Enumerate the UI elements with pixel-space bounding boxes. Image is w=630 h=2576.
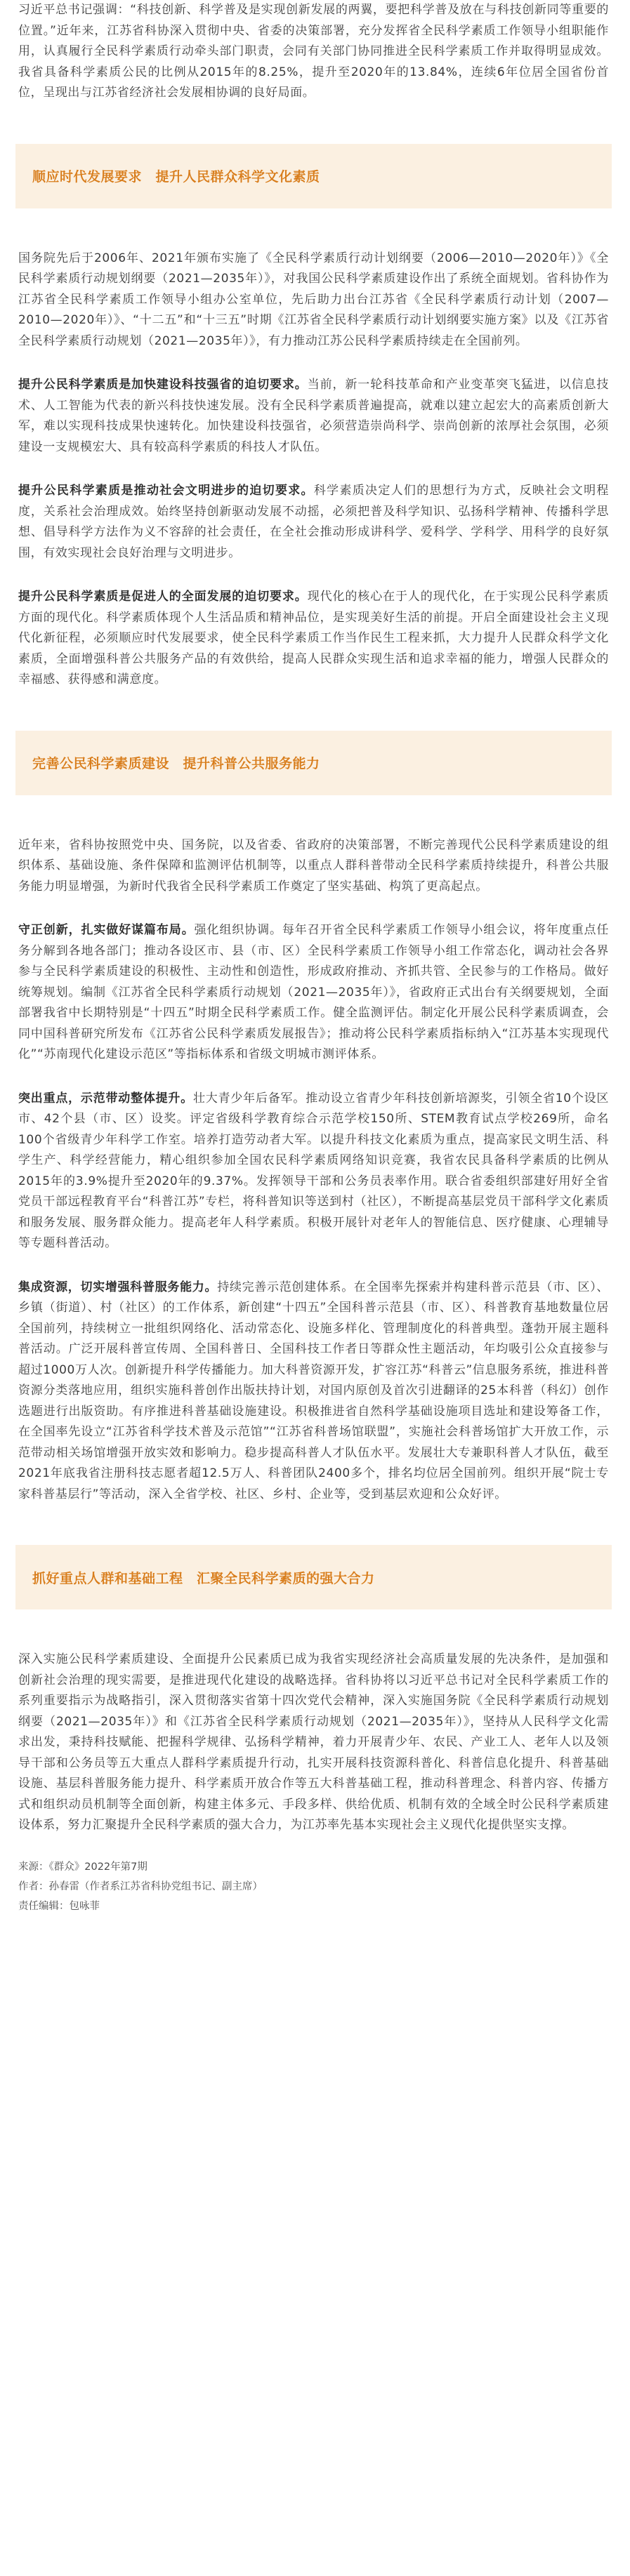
- editor-line: 责任编辑：包咏菲: [18, 1900, 100, 1912]
- paragraph-lead: 提升公民科学素质是促进人的全面发展的迫切要求。: [18, 590, 308, 604]
- paragraph-body: 持续完善示范创建体系。在全国率先探索并构建科普示范县（市、区）、乡镇（街道）、村（社区）的工作体系，新创建“十四五”全国科普示范县（市、区）、科普教育基地数量位居全国前列，持续树立一批组织网络化、活动常态化、设施多样化、管理制度化的科普典型。蓬勃开展主题科普活动。广泛开展科普宣传周、全国科普日、全国科技工作者日等群众性主题活动，年均吸引公众直接参与超过1000万人次。创新提升科学传播能力。加大科普资源开发，扩容江苏“科普云”信息服务系统，推进科普资源分类落地应用，组织实施科普创作出版扶持计划，对国内原创及首次引进翻译的25本科普（科幻）创作选题进行出版资助。有序推进科普基础设施建设。积极推进省自然科学基础设施项目选址和建设筹备工作，在全国率先设立“江苏省科学技术普及示范馆”“江苏省科普场馆联盟”，实施社会科普场馆扩大开放工作，示范带动相关场馆增强开放实效和影响力。稳步提高科普人才队伍水平。发展壮大专兼职科普人才队伍，截至2021年底我省注册科技志愿者超12.5万人、科普团队2400多个，排名均位居全国前列。组织开展“院士专家科普基层行”等活动，深入全省学校、社区、乡村、企业等，受到基层欢迎和公众好评。: [18, 1280, 609, 1501]
- section2-paragraph-3: [18, 1089, 609, 1254]
- paragraph-lead: 提升公民科学素质是加快建设科技强省的迫切要求。: [18, 378, 308, 392]
- section1-paragraph-4: [18, 587, 609, 691]
- section1-paragraph-1: 国务院先后于2006年、2021年颁布实施了《全民科学素质行动计划纲要（2006—2010—2020年）》《全民科学素质行动规划纲要（2021—2035年）》，对我国公民科学素质建设作出了系统全面规划。省科协作为江苏省全民科学素质工作领导小组办公室单位，先后助力出台江苏省《全民科学素质行动计划（2007—2010—2020年）》、“十二五”和“十三五”时期《江苏省全民科学素质行动计划纲要实施方案》以及《江苏省全民科学素质行动规划（2021—2035年）》，有力推动江苏公民科学素质持续走在全国前列。: [18, 251, 609, 348]
- section2-paragraph-1: 近年来，省科协按照党中央、国务院，以及省委、省政府的决策部署，不断完善现代公民科学素质建设的组织体系、基础设施、条件保障和监测评估机制等，以重点人群科普带动全民科学素质持续提升，科普公共服务能力明显增强，为新时代我省全民科学素质工作奠定了坚实基础、构筑了更高起点。: [18, 837, 609, 894]
- paragraph-lead: 集成资源，切实增强科普服务能力。: [18, 1280, 218, 1294]
- paragraph-body: 当前，新一轮科技革命和产业变革突飞猛进，以信息技术、人工智能为代表的新兴科技快速发展。没有全民科学素质普遍提高，就难以建立起宏大的高素质创新大军，难以实现科技成果快速转化。加快建设科技强省，必须营造崇尚科学、崇尚创新的浓厚社会氛围，必须建设一支规模宏大、具有较高科学素质的科技人才队伍。: [18, 378, 609, 454]
- paragraph-body: 科学素质决定人们的思想行为方式，反映社会文明程度，关系社会治理成效。始终坚持创新驱动发展不动摇，必须把普及科学知识、弘扬科学精神、传播科学思想、倡导科学方法作为义不容辞的社会责任，在全社会推动形成讲科学、爱科学、学科学、用科学的良好氛围，有效实现社会良好治理与文明进步。: [18, 484, 609, 560]
- paragraph-body: 现代化的核心在于人的现代化，在于实现公民科学素质方面的现代化。科学素质体现个人生活品质和精神品位，是实现美好生活的前提。开启全面建设社会主义现代化新征程，必须顺应时代发展要求，使全民科学素质工作当作民生工程来抓，大力提升人民群众科学文化素质，全面增强科普公共服务产品的有效供给，提高人民群众实现生活和追求幸福的能力，增强人民群众的幸福感、获得感和满意度。: [18, 590, 609, 686]
- section-heading-2: 完善公民科学素质建设 提升科普公共服务能力: [15, 731, 612, 795]
- paragraph-body: 壮大青少年后备军。推动设立省青少年科技创新培源奖，引领全省10个设区市、42个县（市、区）设奖。评定省级科学教育综合示范学校150所、STEM教育试点学校269所，命名100个省级青少年科学工作室。培养打造劳动者大军。以提升科技文化素质为重点，提高家民文明生活、科学生产、科学经营能力，精心组织参加全国农民科学素质网络知识竞赛，我省农民具备科学素质的比例从2015年的3.9%提升至2020年的9.37%。发挥领导干部和公务员表率作用。联合省委组织部建好用好全省党员干部远程教育平台“科普江苏”专栏，将科普知识等送到村（社区），不断提高基层党员干部科学文化素质和服务发展、服务群众能力。提高老年人科学素质。积极开展针对老年人的智能信息、医疗健康、心理辅导等专题科普活动。: [18, 1091, 610, 1250]
- paragraph-lead: 守正创新，扎实做好谋篇布局。: [18, 923, 195, 937]
- paragraph-body: 强化组织协调。每年召开省全民科学素质工作领导小组会议，将年度重点任务分解到各地各部门；推动各设区市、县（市、区）全民科学素质工作领导小组工作常态化，调动社会各界参与全民科学素质建设的积极性、主动性和创造性，形成政府推动、齐抓共管、全民参与的工作格局。做好统筹规划。编制《江苏省全民科学素质行动规划（2021—2035年）》，省政府正式出台有关纲要规划，全面部署我省中长期特别是“十四五”时期全民科学素质工作。健全监测评估。制定化开展公民科学素质调查，会同中国科普研究所发布《江苏省公民科学素质发展报告》；推动将公民科学素质指标纳入“江苏基本实现现代化”“苏南现代化建设示范区”等指标体系和省级文明城市测评体系。: [18, 923, 609, 1061]
- section-heading-3: 抓好重点人群和基础工程 汇聚全民科学素质的强大合力: [15, 1545, 612, 1609]
- paragraph-lead: 提升公民科学素质是推动社会文明进步的迫切要求。: [18, 484, 314, 498]
- section2-paragraph-4: [18, 1277, 609, 1506]
- section-heading-1: 顺应时代发展要求 提升人民群众科学文化素质: [15, 144, 612, 208]
- section1-paragraph-2: [18, 375, 609, 458]
- source-line: 来源：《群众》2022年第7期: [18, 1861, 147, 1873]
- paragraph-lead: 突出重点，示范带动整体提升。: [18, 1091, 194, 1106]
- intro-paragraph: 习近平总书记强调：“科技创新、科学普及是实现创新发展的两翼，要把科学普及放在与科技创新同等重要的位置。”近年来，江苏省科协深入贯彻中央、省委的决策部署，充分发挥省全民科学素质工作领导小组职能作用，认真履行全民科学素质行动牵头部门职责，会同有关部门协同推进全民科学素质工作并取得明显成效。我省具备科学素质公民的比例从2015年的8.25%，提升至2020年的13.84%，连续6年位居全国省份首位，呈现出与江苏省经济社会发展相协调的良好局面。: [18, 3, 609, 100]
- section3-paragraph-1: 深入实施公民科学素质建设、全面提升公民素质已成为我省实现经济社会高质量发展的先决条件，是加强和创新社会治理的现实需要，是推进现代化建设的战略选择。省科协将以习近平总书记对全民科学素质工作的系列重要指示为战略指引，深入贯彻落实省第十四次党代会精神，深入实施国务院《全民科学素质行动规划纲要（2021—2035年）》和《江苏省全民科学素质行动规划（2021—2035年）》，坚持从人民科学文化需求出发，秉持科技赋能、把握科学规律、弘扬科学精神，着力开展青少年、农民、产业工人、老年人以及领导干部和公务员等五大重点人群科学素质提升行动，扎实开展科技资源科普化、科普信息化提升、科普基础设施、基层科普服务能力提升、科学素质开放合作等五大科普基础工程，推动科普理念、科普内容、传播方式和组织动员机制等全面创新，构建主体多元、手段多样、供给优质、机制有效的全域全时公民科学素质建设体系，努力汇聚提升全民科学素质的强大合力，为江苏率先基本实现社会主义现代化提供坚实支撑。: [18, 1652, 609, 1832]
- section1-paragraph-3: [18, 481, 609, 564]
- author-line: 作者：孙春雷（作者系江苏省科协党组书记、副主席）: [18, 1880, 263, 1892]
- section2-paragraph-2: [18, 920, 609, 1065]
